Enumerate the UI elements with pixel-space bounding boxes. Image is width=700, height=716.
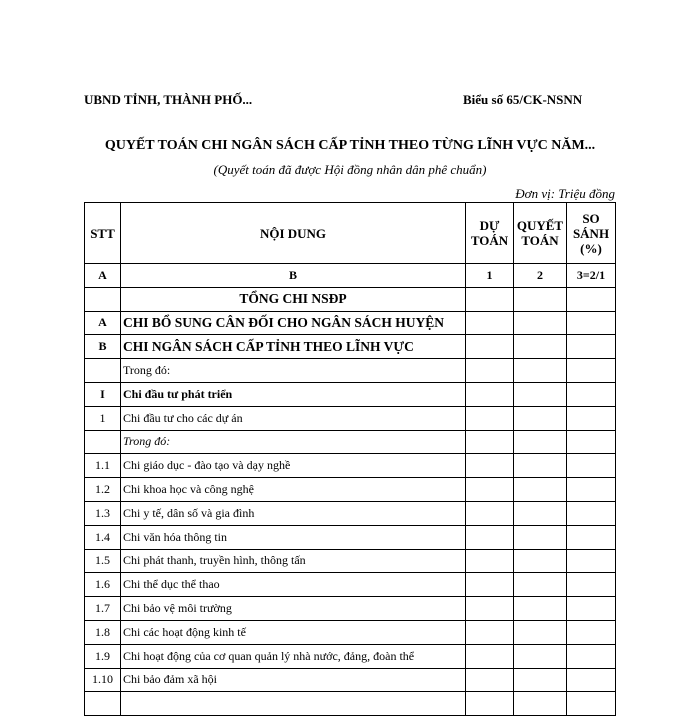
row-content: Chi bảo đảm xã hội xyxy=(121,668,466,692)
row-comparison xyxy=(567,668,616,692)
row-comparison xyxy=(567,573,616,597)
row-content: Chi thể dục thể thao xyxy=(121,573,466,597)
row-estimate xyxy=(466,287,514,311)
row-content: Chi phát thanh, truyền hình, thông tấn xyxy=(121,549,466,573)
row-estimate xyxy=(466,478,514,502)
row-settlement xyxy=(514,501,567,525)
row-estimate xyxy=(466,597,514,621)
row-estimate xyxy=(466,692,514,716)
row-content: Chi y tế, dân số và gia đình xyxy=(121,501,466,525)
row-settlement xyxy=(514,406,567,430)
table-row xyxy=(85,406,616,430)
row-stt: 1.4 xyxy=(85,525,121,549)
row-content: TỔNG CHI NSĐP xyxy=(121,287,466,311)
table-row xyxy=(85,525,616,549)
row-settlement xyxy=(514,311,567,335)
code-settlement: 2 xyxy=(514,264,567,288)
table-row xyxy=(85,692,616,716)
row-stt: 1.7 xyxy=(85,597,121,621)
table-row xyxy=(85,620,616,644)
row-stt: A xyxy=(85,311,121,335)
row-settlement xyxy=(514,478,567,502)
row-comparison xyxy=(567,430,616,454)
row-comparison xyxy=(567,406,616,430)
code-estimate: 1 xyxy=(466,264,514,288)
row-content: Chi đầu tư cho các dự án xyxy=(121,406,466,430)
unit-label: Đơn vị: Triệu đồng xyxy=(515,186,615,201)
row-settlement xyxy=(514,287,567,311)
row-estimate xyxy=(466,382,514,406)
report-title: QUYẾT TOÁN CHI NGÂN SÁCH CẤP TỈNH THEO TỪNG LĨNH VỰC NĂM... xyxy=(104,138,596,153)
header-stt: STT xyxy=(85,203,121,264)
row-settlement xyxy=(514,454,567,478)
row-settlement xyxy=(514,430,567,454)
row-stt: 1.10 xyxy=(85,668,121,692)
row-comparison xyxy=(567,620,616,644)
issuer-name: UBND TỈNH, THÀNH PHỐ... xyxy=(84,92,253,107)
row-content: Trong đó: xyxy=(121,430,466,454)
row-stt: 1 xyxy=(85,406,121,430)
table-row xyxy=(85,359,616,383)
row-stt: 1.8 xyxy=(85,620,121,644)
row-estimate xyxy=(466,335,514,359)
header-content: NỘI DUNG xyxy=(121,203,466,264)
row-stt xyxy=(85,692,121,716)
row-comparison xyxy=(567,287,616,311)
row-stt: 1.2 xyxy=(85,478,121,502)
row-estimate xyxy=(466,620,514,644)
row-content: Chi bảo vệ môi trường xyxy=(121,597,466,621)
row-settlement xyxy=(514,668,567,692)
row-comparison xyxy=(567,597,616,621)
row-content: Chi các hoạt động kinh tế xyxy=(121,620,466,644)
row-content: CHI NGÂN SÁCH CẤP TỈNH THEO LĨNH VỰC xyxy=(121,335,466,359)
table-row xyxy=(85,573,616,597)
row-content: Chi khoa học và công nghệ xyxy=(121,478,466,502)
row-estimate xyxy=(466,454,514,478)
form-number: Biểu số 65/CK-NSNN xyxy=(463,92,583,107)
row-stt xyxy=(85,287,121,311)
row-estimate xyxy=(466,406,514,430)
row-comparison xyxy=(567,382,616,406)
report-subtitle: (Quyết toán đã được Hội đồng nhân dân phê chuẩn) xyxy=(213,162,487,177)
table-row xyxy=(85,549,616,573)
row-estimate xyxy=(466,668,514,692)
row-comparison xyxy=(567,478,616,502)
header-settlement: QUYẾT TOÁN xyxy=(514,203,567,264)
table-row xyxy=(85,644,616,668)
row-estimate xyxy=(466,525,514,549)
row-settlement xyxy=(514,597,567,621)
row-stt: 1.3 xyxy=(85,501,121,525)
table-row xyxy=(85,597,616,621)
row-content: Chi văn hóa thông tin xyxy=(121,525,466,549)
code-row xyxy=(85,264,616,288)
row-estimate xyxy=(466,359,514,383)
row-comparison xyxy=(567,501,616,525)
row-stt xyxy=(85,359,121,383)
row-comparison xyxy=(567,454,616,478)
row-estimate xyxy=(466,644,514,668)
row-content: Chi hoạt động của cơ quan quản lý nhà nước, đảng, đoàn thể xyxy=(121,644,466,668)
row-settlement xyxy=(514,644,567,668)
row-content: Trong đó: xyxy=(121,359,466,383)
row-settlement xyxy=(514,525,567,549)
row-estimate xyxy=(466,430,514,454)
row-estimate xyxy=(466,549,514,573)
code-comparison: 3=2/1 xyxy=(567,264,616,288)
row-settlement xyxy=(514,549,567,573)
row-estimate xyxy=(466,501,514,525)
row-settlement xyxy=(514,692,567,716)
table-row xyxy=(85,311,616,335)
row-stt: 1.9 xyxy=(85,644,121,668)
row-stt: I xyxy=(85,382,121,406)
table-row xyxy=(85,501,616,525)
header-comparison: SO SÁNH (%) xyxy=(567,203,616,264)
row-content: Chi giáo dục - đào tạo và dạy nghề xyxy=(121,454,466,478)
table-row xyxy=(85,478,616,502)
row-stt: 1.5 xyxy=(85,549,121,573)
row-comparison xyxy=(567,549,616,573)
row-settlement xyxy=(514,335,567,359)
row-estimate xyxy=(466,573,514,597)
row-content: CHI BỔ SUNG CÂN ĐỐI CHO NGÂN SÁCH HUYỆN xyxy=(121,311,466,335)
row-stt: B xyxy=(85,335,121,359)
table-row xyxy=(85,335,616,359)
row-settlement xyxy=(514,573,567,597)
table-row xyxy=(85,287,616,311)
row-settlement xyxy=(514,382,567,406)
row-content xyxy=(121,692,466,716)
row-stt: 1.6 xyxy=(85,573,121,597)
row-content: Chi đầu tư phát triển xyxy=(121,382,466,406)
row-settlement xyxy=(514,359,567,383)
row-settlement xyxy=(514,620,567,644)
row-stt xyxy=(85,430,121,454)
row-comparison xyxy=(567,359,616,383)
row-comparison xyxy=(567,335,616,359)
code-content: B xyxy=(121,264,466,288)
row-comparison xyxy=(567,311,616,335)
table-row xyxy=(85,430,616,454)
table-row xyxy=(85,454,616,478)
table-row xyxy=(85,382,616,406)
row-comparison xyxy=(567,525,616,549)
row-comparison xyxy=(567,692,616,716)
budget-table xyxy=(84,202,616,716)
table-row xyxy=(85,668,616,692)
row-estimate xyxy=(466,311,514,335)
table-header-row xyxy=(85,203,616,264)
row-comparison xyxy=(567,644,616,668)
header-estimate: DỰ TOÁN xyxy=(466,203,514,264)
row-stt: 1.1 xyxy=(85,454,121,478)
code-stt: A xyxy=(85,264,121,288)
